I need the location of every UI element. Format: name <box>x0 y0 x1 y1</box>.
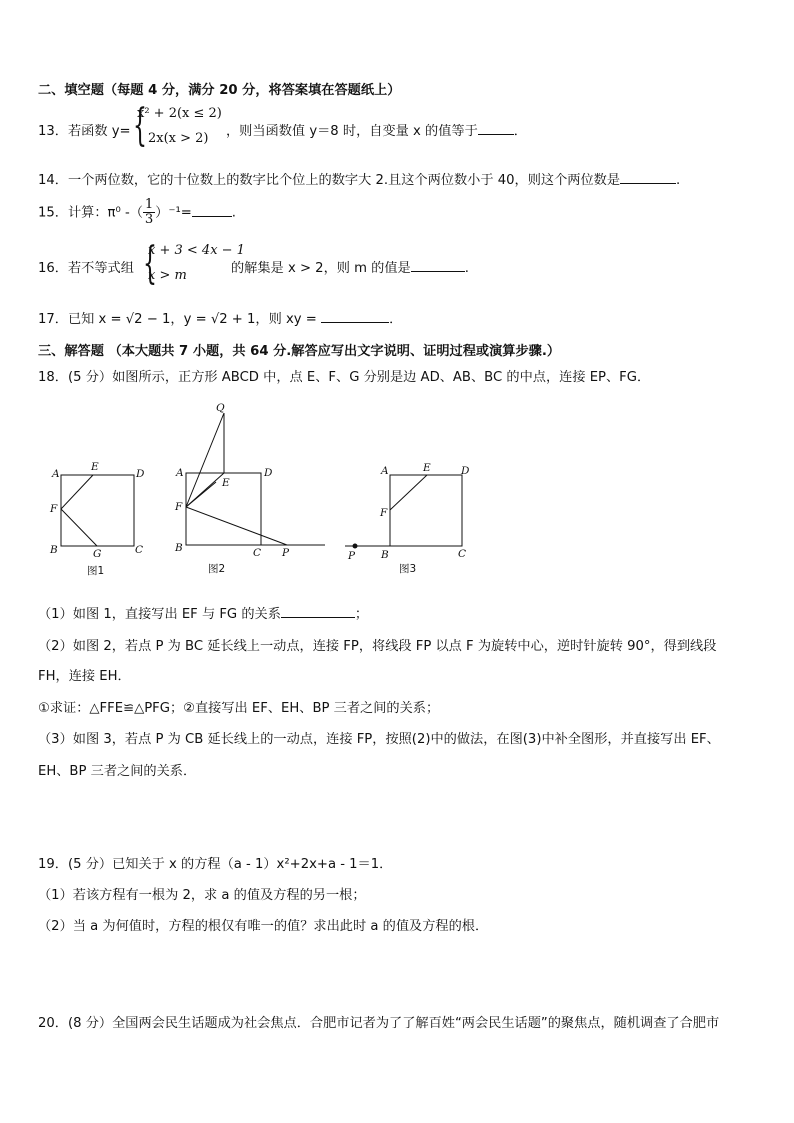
q15-answer-blank[interactable] <box>192 204 232 217</box>
fig2-fq-line <box>186 413 224 507</box>
fig1-ef-fg <box>61 475 97 546</box>
section2-heading: 二、填空题（每题 4 分，满分 20 分，将答案填在答题纸上） <box>38 83 401 98</box>
q15-fraction: $\frac{1}{3}$ <box>144 197 154 227</box>
q19-part1: （1）若该方程有一根为 2，求 a 的值及方程的另一根； <box>38 888 366 903</box>
fig2-label-E: E <box>222 477 230 489</box>
fig1-label-D: D <box>136 468 145 480</box>
fig3-labels <box>347 462 470 575</box>
q19-stem: 19．(5 分）已知关于 x 的方程（a - 1）x²+2x+a - 1＝1． <box>38 857 393 872</box>
fig1-label-F: F <box>50 503 58 515</box>
fig1-label-E: E <box>91 461 99 473</box>
q13-suffix: ，则当函数值 y＝8 时，自变量 x 的值等于 ． <box>226 124 527 139</box>
figure-3 <box>345 475 462 546</box>
q16-brace: { <box>143 238 157 289</box>
fig2-caption: 图2 <box>208 563 226 575</box>
fig3-caption: 图3 <box>399 563 417 575</box>
question-14: 14．一个两位数，它的十位数上的数字比个位上的数字大 2.且这个两位数小于 40，则这个两位数是 . <box>38 173 681 188</box>
q19-part2: （2）当 a 为何值时，方程的根仅有唯一的值？求出此时 a 的值及方程的根． <box>38 919 489 934</box>
q13-answer-blank[interactable] <box>478 122 514 135</box>
fig3-square <box>390 475 462 546</box>
fig3-label-C: C <box>458 548 467 560</box>
q13-case2: 2x(x > 2) <box>148 131 209 146</box>
fig3-label-B: B <box>381 549 389 561</box>
q13-case1: x² + 2(x ≤ 2) <box>137 106 222 121</box>
fig1-label-A: A <box>52 468 60 480</box>
fig2-label-D: D <box>264 467 273 479</box>
fig2-label-A: A <box>176 467 184 479</box>
q16-suffix: 的解集是 x > 2，则 m 的值是 . <box>231 261 469 276</box>
fig2-label-F: F <box>175 501 183 513</box>
fig1-label-B: B <box>50 544 58 556</box>
fig1-label-C: C <box>135 544 144 556</box>
fig1-caption: 图1 <box>87 565 105 577</box>
q13-prefix: 13．若函数 y= <box>38 124 131 139</box>
fig2-fp-line <box>186 507 287 545</box>
fig2-label-B: B <box>175 542 183 554</box>
q18-part3-b: EH、BP 三者之间的关系． <box>38 764 197 779</box>
q20-stem: 20．(8 分）全国两会民生话题成为社会焦点．合肥市记者为了了解百姓“两会民生话题”的聚焦点，随机调查了合肥市 <box>38 1016 720 1031</box>
fig2-fh-line <box>186 482 216 507</box>
fig3-label-E: E <box>423 462 431 474</box>
q18-part3-a: （3）如图 3，若点 P 为 CB 延长线上的一动点，连接 FP，按照(2)中的做法，在图(3)中补全图形，并直接写出 EF、 <box>38 732 720 747</box>
q17-answer-blank[interactable] <box>321 310 389 323</box>
fig2-label-Q: Q <box>216 402 225 414</box>
fig3-label-D: D <box>461 465 470 477</box>
fig3-ef-line <box>390 475 427 510</box>
fig3-label-F: F <box>380 507 388 519</box>
fig1-label-G: G <box>93 548 102 560</box>
question-15: 15．计算：π⁰ -（ $\frac{1}{3}$ ）⁻¹= . <box>38 197 236 227</box>
q13-brace: { <box>133 100 147 151</box>
fig3-label-A: A <box>381 465 389 477</box>
q18-figures <box>0 396 794 586</box>
q18-part2-c: ①求证：△FFE≌△PFG；②直接写出 EF、EH、BP 三者之间的关系； <box>38 701 440 716</box>
q14-answer-blank[interactable] <box>620 171 676 184</box>
figure-1 <box>61 475 134 546</box>
q16-ineq1: x + 3 < 4x − 1 <box>148 243 245 258</box>
q16-prefix: 16．若不等式组 <box>38 261 134 276</box>
figure-2 <box>186 413 325 545</box>
q16-ineq2: x > m <box>148 268 187 283</box>
question-17: 17．已知 x = √2 − 1，y = √2 + 1，则 xy = ． <box>38 312 403 327</box>
fig2-labels <box>174 402 290 575</box>
fig1-square <box>61 475 134 546</box>
fig2-label-P: P <box>282 547 290 559</box>
q16-answer-blank[interactable] <box>411 259 465 272</box>
q18-part1: （1）如图 1，直接写出 EF 与 FG 的关系 ； <box>38 607 369 622</box>
fig3-point-P <box>353 544 358 549</box>
fig2-label-C: C <box>253 547 262 559</box>
fig1-labels <box>49 461 145 577</box>
q18-part2-b: FH，连接 EH． <box>38 669 131 684</box>
q18-part2-a: （2）如图 2，若点 P 为 BC 延长线上一动点，连接 FP，将线段 FP 以点 F 为旋转中心，逆时针旋转 90°，得到线段 <box>38 639 717 654</box>
q18-part1-answer-blank[interactable] <box>281 605 355 618</box>
section3-heading: 三、解答题 （本大题共 7 小题，共 64 分.解答应写出文字说明、证明过程或演算步骤.） <box>38 344 561 359</box>
fig3-label-P: P <box>348 550 356 562</box>
q18-stem: 18．(5 分）如图所示，正方形 ABCD 中，点 E、F、G 分别是边 AD、AB、BC 的中点，连接 EP、FG． <box>38 370 651 385</box>
